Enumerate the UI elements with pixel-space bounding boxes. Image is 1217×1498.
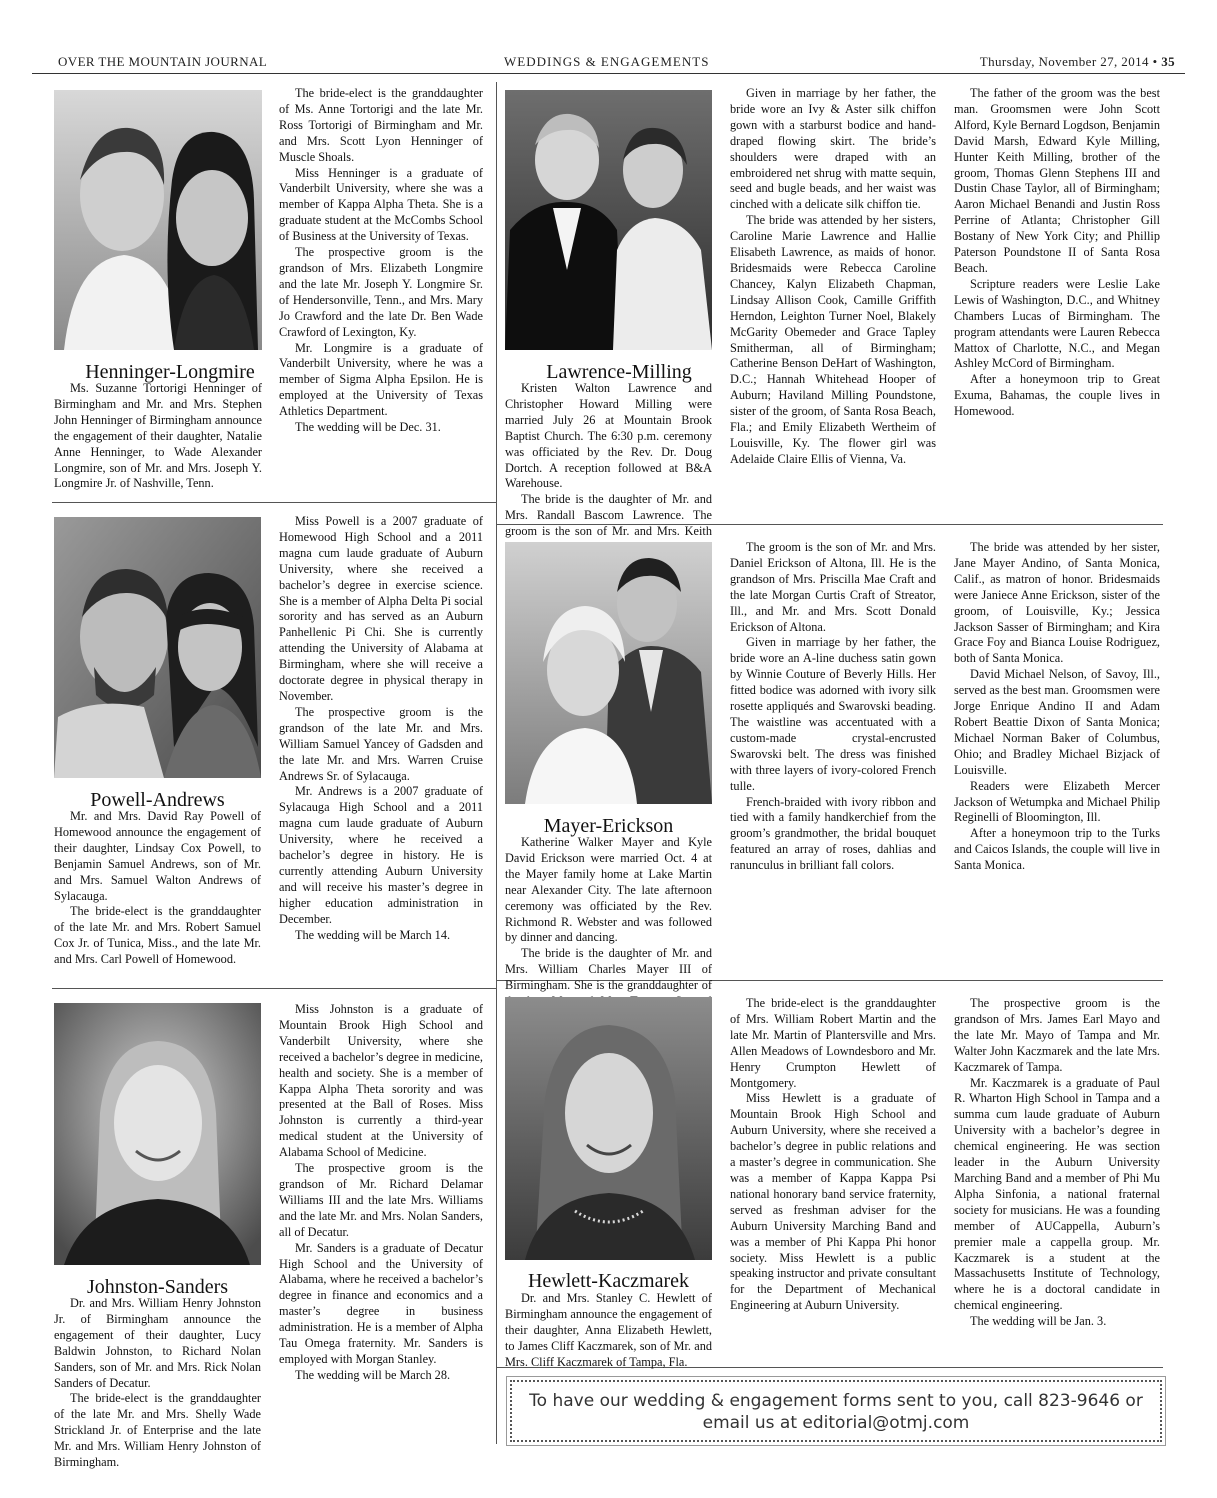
couple-photo-icon bbox=[54, 517, 261, 778]
paragraph: After a honeymoon trip to the Turks and Caicos Islands, the couple will live in Santa Monica. bbox=[954, 826, 1160, 873]
couple-photo-icon bbox=[54, 90, 262, 350]
paragraph: The bride-elect is the granddaughter of the late Mr. and Mrs. Shelly Wade Strickland Jr. of Enterprise and the late Mr. and Mrs. William Henry Johnston of Birmingham. bbox=[54, 1391, 261, 1470]
couple-photo bbox=[54, 90, 262, 350]
announcement-title: Johnston-Sanders bbox=[86, 1276, 229, 1298]
publication-name: OVER THE MOUNTAIN JOURNAL bbox=[58, 54, 268, 69]
article-column bbox=[730, 996, 936, 1360]
paragraph: Miss Hewlett is a graduate of Mountain Brook High School and Auburn University, where she received a bachelor’s degree in public relations and a master’s degree in communication. She was a member of Kappa Kappa Psi national honorary band service fraternity, served as freshman adviser for the Auburn University Marching Band and was a member of Phi Kappa Phi honor society. Miss Hewlett is a public speaking instructor and private consultant for the Department of Mechanical Engineering at Auburn University. bbox=[730, 1091, 936, 1313]
column-divider bbox=[496, 82, 497, 1444]
paragraph: The wedding will be Dec. 31. bbox=[295, 420, 441, 435]
wedding-couple-photo-icon bbox=[505, 542, 712, 804]
portrait-photo-icon bbox=[54, 1003, 261, 1265]
paragraph: Given in marriage by her father, the bride wore an Ivy & Aster silk chiffon gown with a starburst bodice and hand-draped flowing skirt. The bride’s shoulders were draped with an embroidered net shrug with matte sequin, seed and bugle beads, and her waist was cinched with a delicate silk chiffon tie. bbox=[730, 86, 936, 212]
paragraph: The bride-elect is the granddaughter of the late Mr. and Mrs. Robert Samuel Cox Jr. of Tunica, Miss., and the late Mr. and Mrs. Carl Powell of Homewood. bbox=[54, 904, 261, 967]
promo-line: To have our wedding & engagement forms sent to you, call 823-9646 or bbox=[529, 1391, 1143, 1411]
paragraph: Mr. Andrews is a 2007 graduate of Sylacauga High School and a 2011 magna cum laude graduate of Auburn University, where he received a bachelor’s degree in history. He is currently attending Auburn University and will receive his master’s degree in higher education administration in December. bbox=[279, 784, 483, 926]
paragraph: The bride was attended by her sister, Jane Mayer Andino, of Santa Monica, Calif., as matron of honor. Bridesmaids were Janiece Anne Erickson, sister of the groom, of Louisville, Ky.; Jessica Jackson Sasser of Birmingham; and Kira Grace Foy and Bianca Louise Rodriguez, both of Santa Monica. bbox=[954, 540, 1160, 666]
paragraph: The groom is the son of Mr. and Mrs. Daniel Erickson of Altona, Ill. He is the grandson of Mrs. Priscilla Mae Craft and the late Morgan Curtis Craft of Streator, Ill., and Mr. and Mrs. Scott Donald Erickson of Altona. bbox=[730, 540, 936, 634]
article-column bbox=[505, 381, 712, 539]
paragraph: The wedding will be March 14. bbox=[295, 927, 451, 942]
announcement-title: Henninger-Longmire bbox=[85, 361, 255, 383]
wedding-couple-photo bbox=[505, 542, 712, 804]
article-column bbox=[954, 86, 1160, 510]
paragraph: Dr. and Mrs. Stanley C. Hewlett of Birmingham announce the engagement of their daughter, Anna Elizabeth Hewlett, to James Cliff Kaczmarek, son of Mr. and Mrs. Cliff Kaczmarek of Tampa, Fla. bbox=[505, 1291, 712, 1369]
article-column bbox=[279, 514, 483, 982]
portrait-photo bbox=[505, 997, 712, 1260]
paragraph: The bride is the daughter of Mr. and Mrs. Randall Bascom Lawrence. The groom is the son of Mr. and Mrs. Keith bbox=[505, 492, 712, 539]
header-rule bbox=[32, 73, 1185, 74]
paragraph: Mr. and Mrs. David Ray Powell of Homewood announce the engagement of their daughter, Lindsay Cox Powell, to Benjamin Samuel Andrews, son of Mr. and Mrs. Samuel Walton Andrews of Sylacauga. bbox=[54, 809, 261, 903]
paragraph: Ms. Suzanne Tortorigi Henninger of Birmingham and Mr. and Mrs. Stephen John Henninger of Birmingham announce the engagement of their daughter, Natalie Anne Henninger, to Wade Alexander Longmire, son of Mr. and Mrs. Joseph Y. Longmire Jr. of Nashville, Tenn. bbox=[54, 381, 262, 491]
article-column bbox=[954, 996, 1160, 1360]
portrait-photo-icon bbox=[505, 997, 712, 1260]
page-number: 35 bbox=[1161, 54, 1175, 69]
paragraph: Katherine Walker Mayer and Kyle David Erickson were married Oct. 4 at the Mayer family home at Lake Martin near Alexander City. The late afternoon ceremony was officiated by the Rev. Richmond R. Webster and was followed by dinner and dancing. bbox=[505, 835, 712, 945]
paragraph: The wedding will be Jan. 3. bbox=[970, 1314, 1107, 1329]
paragraph: Miss Johnston is a graduate of Mountain Brook High School and Vanderbilt University, where she received a bachelor’s degree in medicine, health and society. She is a member of Kappa Alpha Theta sorority and was presented at the Ball of Roses. Miss Johnston is currently a third-year medical student at the University of Alabama School of Medicine. bbox=[279, 1002, 483, 1160]
issue-date-and-page: Thursday, November 27, 2014 • 35 bbox=[979, 54, 1175, 69]
paragraph: Miss Powell is a 2007 graduate of Homewood High School and a 2011 magna cum laude graduate of Auburn University, where she received a bachelor’s degree in exercise science. She is a member of Alpha Delta Pi social sorority and has served as an Auburn Panhellenic Pi Chi. She is currently attending the University of Alabama at Birmingham, where she will receive a doctorate degree in physical therapy in November. bbox=[279, 514, 483, 703]
paragraph: Given in marriage by her father, the bride wore an A-line duchess satin gown by Winnie Couture of Beverly Hills. Her fitted bodice was adorned with ivory silk rosette appliqués and Swarovski beading. The waistline was accentuated with a custom-made crystal-encrusted Swarovski belt. The dress was finished with three layers of ivory-colored French tulle. bbox=[730, 635, 936, 793]
paragraph: The prospective groom is the grandson of Mrs. Elizabeth Longmire and the late Mr. Joseph Y. Longmire Sr. of Hendersonville, Tenn., and Mrs. Mary Jo Crawford and the late Dr. Ben Wade Crawford of Lexington, Ky. bbox=[279, 245, 483, 339]
issue-date: Thursday, November 27, 2014 bbox=[979, 54, 1149, 69]
paragraph: Mr. Kaczmarek is a graduate of Paul R. Wharton High School in Tampa and a summa cum laude graduate of Auburn University with a bachelor’s degree in chemical engineering. He was section leader in the Auburn University Marching Band and a member of Phi Mu Alpha Sinfonia, a national fraternal society for musicians. He was a founding member of AUCappella, Auburn’s premier male a cappella group. Mr. Kaczmarek is a student at the Massachusetts Institute of Technology, where he is a doctoral candidate in chemical engineering. bbox=[954, 1075, 1160, 1313]
announcement-title: Lawrence-Milling bbox=[546, 361, 692, 383]
paragraph: French-braided with ivory ribbon and tied with a family handkerchief from the groom’s grandmother, the bridal bouquet featured an array of roses, dahlias and ranunculus in brilliant fall colors. bbox=[730, 794, 936, 873]
paragraph: Mr. Longmire is a graduate of Vanderbilt University, where he was a member of Sigma Alpha Epsilon. He is employed at the University of Texas Athletics Department. bbox=[279, 340, 483, 419]
paragraph: Scripture readers were Leslie Lake Lewis of Washington, D.C., and Whitney Chambers Lucas of Birmingham. The program attendants were Lauren Rebecca Mattox of Charlotte, N.C., and Megan Ashley McCord of Birmingham. bbox=[954, 276, 1160, 371]
section-title: WEDDINGS & ENGAGEMENTS bbox=[504, 54, 710, 69]
announcement-title: Powell-Andrews bbox=[90, 789, 225, 811]
wedding-couple-photo-icon bbox=[505, 90, 712, 350]
article-column bbox=[730, 86, 936, 510]
article-column bbox=[730, 540, 936, 968]
paragraph: Mr. Sanders is a graduate of Decatur High School and the University of Alabama, where he received a bachelor’s degree in finance and economics and a master’s degree in business administration. He is a member of Alpha Tau Omega fraternity. Mr. Sanders is employed with Morgan Stanley. bbox=[279, 1240, 483, 1366]
paragraph: Readers were Elizabeth Mercer Jackson of Wetumpka and Michael Philip Reginelli of Bloomington, Ill. bbox=[954, 778, 1160, 825]
paragraph: The bride is the daughter of Mr. and Mrs. William Charles Mayer III of Birmingham. She is the granddaughter of bbox=[505, 946, 712, 993]
paragraph: After a honeymoon trip to Great Exuma, Bahamas, the couple lives in Homewood. bbox=[954, 372, 1160, 419]
article-column bbox=[279, 1002, 483, 1442]
article-column bbox=[54, 809, 261, 981]
paragraph: Miss Henninger is a graduate of Vanderbilt University, where she was a member of Kappa Alpha Theta. She is a graduate student at the McCombs School of Business at the University of Texas. bbox=[279, 165, 483, 244]
paragraph: Dr. and Mrs. William Henry Johnston Jr. of Birmingham announce the engagement of their daughter, Lucy Baldwin Johnston, to Richard Nolan Sanders, son of Mr. and Mrs. Rick Nolan Sanders of Decatur. bbox=[54, 1296, 261, 1390]
paragraph: Kristen Walton Lawrence and Christopher Howard Milling were married July 26 at Mountain Brook Baptist Church. The 6:30 p.m. ceremony was officiated by the Rev. Dr. Doug Dortch. A reception followed at B&A Warehouse. bbox=[505, 381, 712, 491]
paragraph: David Michael Nelson, of Savoy, Ill., served as the best man. Groomsmen were Jorge Enrique Andino II and Adam Robert Beattie Dixon of Santa Monica; Michael Norman Baker of Columbus, Ohio; and Bradley Michael Bizjack of Louisville. bbox=[954, 667, 1160, 777]
couple-photo bbox=[54, 517, 261, 778]
article-column bbox=[279, 86, 483, 496]
section-divider bbox=[52, 502, 496, 503]
section-divider bbox=[52, 988, 496, 989]
announcement-title: Hewlett-Kaczmarek bbox=[527, 1270, 689, 1292]
paragraph: The wedding will be March 28. bbox=[295, 1367, 451, 1382]
article-column bbox=[954, 540, 1160, 968]
promo-line: email us at editorial@otmj.com bbox=[702, 1413, 970, 1433]
article-column bbox=[54, 1296, 261, 1470]
paragraph: The bride-elect is the granddaughter of Mrs. William Robert Martin and the late Mr. Martin of Plantersville and Mrs. Allen Meadows of Lowndesboro and Mr. Henry Crumpton Hewlett of Montgomery. bbox=[730, 996, 936, 1090]
paragraph: The father of the groom was the best man. Groomsmen were John Scott Alford, Kyle Bernard Logdson, Benjamin David Marsh, Edward Kyle Milling, Hunter Keith Milling, brother of the groom, Thomas Glenn Stephens III and Dustin Chase Taylor, all of Birmingham; Aaron Michael Benandi and Justin Ross Perrine of Atlanta; Christopher Gill Bostany of New York City; and Phillip Paterson Poundstone II of Santa Rosa Beach. bbox=[954, 86, 1160, 275]
portrait-photo bbox=[54, 1003, 261, 1265]
article-column bbox=[505, 835, 712, 993]
paragraph: The prospective groom is the grandson of Mrs. James Earl Mayo and the late Mr. Mayo of Tampa and Mr. Walter John Kaczmarek and the late Mrs. Kaczmarek of Tampa. bbox=[954, 996, 1160, 1074]
wedding-couple-photo bbox=[505, 90, 712, 350]
paragraph: The prospective groom is the grandson of Mr. Richard Delamar Williams III and the late Mrs. Williams and the late Mr. and Mrs. Nolan Sanders, all of Decatur. bbox=[279, 1161, 483, 1239]
paragraph: The bride was attended by her sisters, Caroline Marie Lawrence and Hallie Elisabeth Lawrence, as maids of honor. Bridesmaids were Rebecca Caroline Chancey, Kalyn Elizabeth Chapman, Lindsay Allison Cook, Camille Griffith Herndon, Leighton Turner Noel, Blakely McGarity Obemeder and Grace Tapley Smitherman, all of Birmingham; Catherine Benson DeHart of Washington, D.C.; Hannah Whitehead Hooper of Auburn; Haviland Milling Poundstone, sister of the groom, of Santa Rosa Beach, Fla.; and Emily Elizabeth Wertheim of Louisville, Ky. The flower girl was Adelaide Claire Ellis of Vienna, Va. bbox=[730, 213, 936, 466]
paragraph: The bride-elect is the granddaughter of Ms. Anne Tortorigi and the late Mr. Ross Tortorigi of Birmingham and Mr. and Mrs. Scott Lyon Henninger of Muscle Shoals. bbox=[279, 86, 483, 164]
paragraph: The prospective groom is the grandson of the late Mr. and Mrs. William Samuel Yancey of Gadsden and the late Mr. and Mrs. Warren Cruise Andrews Sr. of Sylacauga. bbox=[279, 704, 483, 783]
announcement-title: Mayer-Erickson bbox=[543, 815, 674, 837]
article-column bbox=[505, 1291, 712, 1369]
submission-promo-box bbox=[510, 1380, 1162, 1442]
article-column bbox=[54, 381, 262, 495]
